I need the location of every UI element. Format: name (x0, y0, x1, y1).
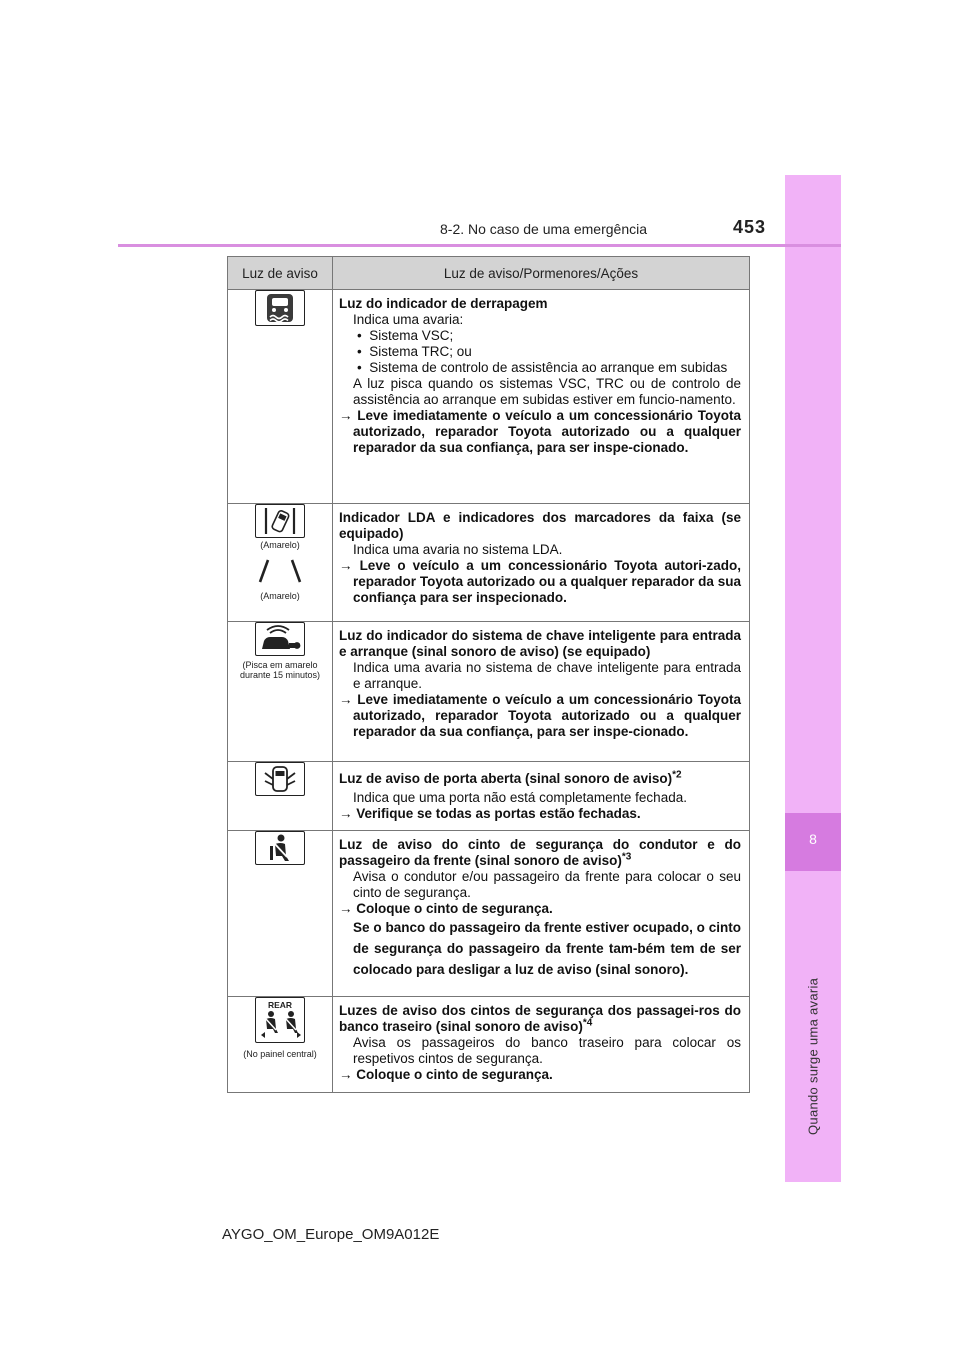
chapter-number: 8 (809, 831, 817, 847)
lda-indicator-icon (255, 504, 305, 538)
row-body: Avisa o condutor e/ou passageiro da frente para colocar o seu cinto de segurança. (353, 869, 741, 900)
row-title: Indicador LDA e indicadores dos marcadores da faixa (se equipado) (339, 510, 741, 541)
page-number: 453 (733, 217, 767, 237)
row-action: → Coloque o cinto de segurança. (339, 1067, 553, 1082)
row-body: Avisa os passageiros do banco traseiro para colocar os respetivos cintos de segurança. (353, 1035, 741, 1066)
section-title: 8-2. No caso de uma emergência (440, 221, 647, 237)
arrow-icon: → (339, 692, 353, 707)
seatbelt-icon (255, 831, 305, 865)
chapter-side-tab (785, 175, 841, 1182)
table-row (228, 762, 750, 831)
details-cell (333, 622, 750, 762)
list-item: • Sistema VSC; (357, 328, 454, 343)
table-row (228, 831, 750, 997)
door-open-icon (255, 762, 305, 796)
icon-caption: (Amarelo) (260, 540, 300, 550)
row-intro: Indica uma avaria: (353, 312, 464, 327)
row-action: → Verifique se todas as portas estão fechadas. (339, 806, 641, 821)
table-row (228, 290, 750, 504)
table-row (228, 997, 750, 1093)
footnote-ref: *4 (582, 1017, 593, 1029)
row-body: Indica uma avaria no sistema LDA. (353, 542, 563, 557)
smart-key-icon (255, 622, 305, 656)
list-item: • Sistema TRC; ou (357, 344, 472, 359)
table-row (228, 504, 750, 622)
details-cell (333, 504, 750, 622)
row-action: → Leve o veículo a um concessionário Toyota autori-zado, reparador Toyota autorizado ou a qualquer reparador da sua confiança para ser inspecionado. (339, 558, 741, 605)
icon-caption: (Amarelo) (260, 591, 300, 601)
header-divider (118, 244, 841, 247)
bullet-glyph: • (357, 360, 362, 375)
lane-markers-icon (254, 556, 306, 589)
icon-cell (228, 622, 333, 762)
footnote-ref: *2 (672, 769, 682, 781)
row-action: → Coloque o cinto de segurança. (339, 901, 553, 916)
row-action: → Leve imediatamente o veículo a um concessionário Toyota autorizado, reparador Toyota autorizado ou a qualquer reparador da sua confiança, para ser inspe-cionado. (339, 408, 741, 455)
details-cell (333, 762, 750, 831)
icon-cell (228, 997, 333, 1093)
footnote-ref: *3 (621, 851, 632, 863)
arrow-icon: → (339, 558, 353, 573)
table-header-row (228, 257, 750, 290)
arrow-icon: → (339, 901, 353, 916)
col-header-details: Luz de aviso/Pormenores/Ações (333, 257, 750, 290)
skid-indicator-icon (255, 290, 305, 326)
row-title: Luz de aviso de porta aberta (sinal sonoro de aviso)$^{*2}$ (339, 769, 682, 786)
warning-lights-table (227, 256, 750, 1093)
row-action-continued: Se o banco do passageiro da frente estiver ocupado, o cinto de segurança do passageiro da frente tam-bém tem de ser colocado para desligar a luz de aviso (sinal sonoro). (353, 920, 741, 977)
icon-caption: (Pisca em amarelo durante 15 minutos) (239, 660, 321, 680)
arrow-icon: → (339, 806, 353, 821)
col-header-light: Luz de aviso (228, 257, 333, 290)
icon-cell (228, 504, 333, 622)
bullet-glyph: • (357, 344, 362, 359)
row-body: Indica que uma porta não está completamente fechada. (353, 790, 687, 805)
icon-cell (228, 762, 333, 831)
arrow-icon: → (339, 408, 353, 423)
document-code: AYGO_OM_Europe_OM9A012E (222, 1226, 440, 1243)
icon-cell (228, 831, 333, 997)
arrow-icon: → (339, 1067, 353, 1082)
icon-caption: (No painel central) (243, 1049, 317, 1059)
table-row (228, 622, 750, 762)
rear-label: REAR (267, 1000, 293, 1010)
row-title: Luz de aviso do cinto de segurança do condutor e do passageiro da frente (sinal sonoro de aviso)$^{*3}$ (339, 837, 741, 868)
details-cell (333, 831, 750, 997)
rear-seatbelt-icon (255, 997, 305, 1043)
row-body: A luz pisca quando os sistemas VSC, TRC ou de controlo de assistência ao arranque em subidas estiver em funcio-namento. (353, 376, 741, 407)
row-title: Luz do indicador de derrapagem (339, 296, 548, 311)
list-item: • Sistema de controlo de assistência ao arranque em subidas (357, 360, 728, 375)
row-action: → Leve imediatamente o veículo a um concessionário Toyota autorizado, reparador Toyota autorizado ou a qualquer reparador da sua confiança, para ser inspe-cionado. (339, 692, 741, 739)
details-cell (333, 290, 750, 504)
chapter-title: Quando surge uma avaria (805, 977, 821, 1135)
row-title: Luzes de aviso dos cintos de segurança dos passagei-ros do banco traseiro (sinal sonoro de aviso)$^{*4}$ (339, 1003, 741, 1034)
icon-cell (228, 290, 333, 504)
row-title: Luz do indicador do sistema de chave inteligente para entrada e arranque (sinal sonoro de aviso) (se equipado) (339, 628, 741, 659)
row-body: Indica uma avaria no sistema de chave inteligente para entrada e arranque. (353, 660, 741, 691)
details-cell (333, 997, 750, 1093)
bullet-glyph: • (357, 328, 362, 343)
